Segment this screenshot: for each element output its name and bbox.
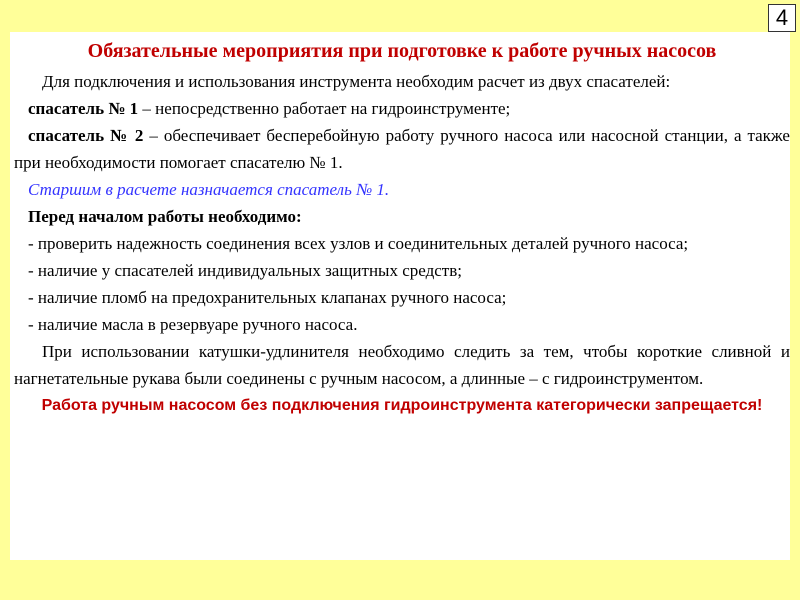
rescuer-2-paragraph: [14, 122, 790, 176]
warning-text: Работа ручным насосом без подключения гидроинструмента категорически запрещается!: [41, 397, 763, 414]
rescuer-1-label: спасатель № 1: [28, 99, 139, 118]
intro-paragraph: Для подключения и использования инструмента необходим расчет из двух спасателей:: [42, 72, 671, 91]
rescuer-2-text: – обеспечивает бесперебойную работу ручного насоса или насосной станции, а также при необходимости помогает спасателю № 1.: [14, 126, 790, 172]
before-start-heading: Перед началом работы необходимо:: [28, 207, 302, 226]
checklist-item: - наличие у спасателей индивидуальных защитных средств;: [28, 261, 462, 280]
checklist-item: - проверить надежность соединения всех узлов и соединительных деталей ручного насоса;: [28, 234, 689, 253]
rescuer-1-paragraph: [14, 95, 790, 122]
reel-note: При использовании катушки-удлинителя необходимо следить за тем, чтобы короткие сливной и нагнетательные рукава были соединены с ручным насосом, а длинные – с гидроинструментом.: [14, 342, 790, 388]
senior-note: Старшим в расчете назначается спасатель № 1.: [28, 180, 390, 199]
page-title: Обязательные мероприятия при подготовке к работе ручных насосов: [87, 40, 717, 62]
rescuer-2-label: спасатель № 2: [28, 126, 144, 145]
checklist-item: - наличие масла в резервуаре ручного насоса.: [28, 315, 358, 334]
content-card: [10, 32, 790, 560]
page-number: 4: [768, 4, 796, 32]
rescuer-1-text: – непосредственно работает на гидроинструменте;: [138, 99, 511, 118]
checklist-item: - наличие пломб на предохранительных клапанах ручного насоса;: [28, 288, 507, 307]
